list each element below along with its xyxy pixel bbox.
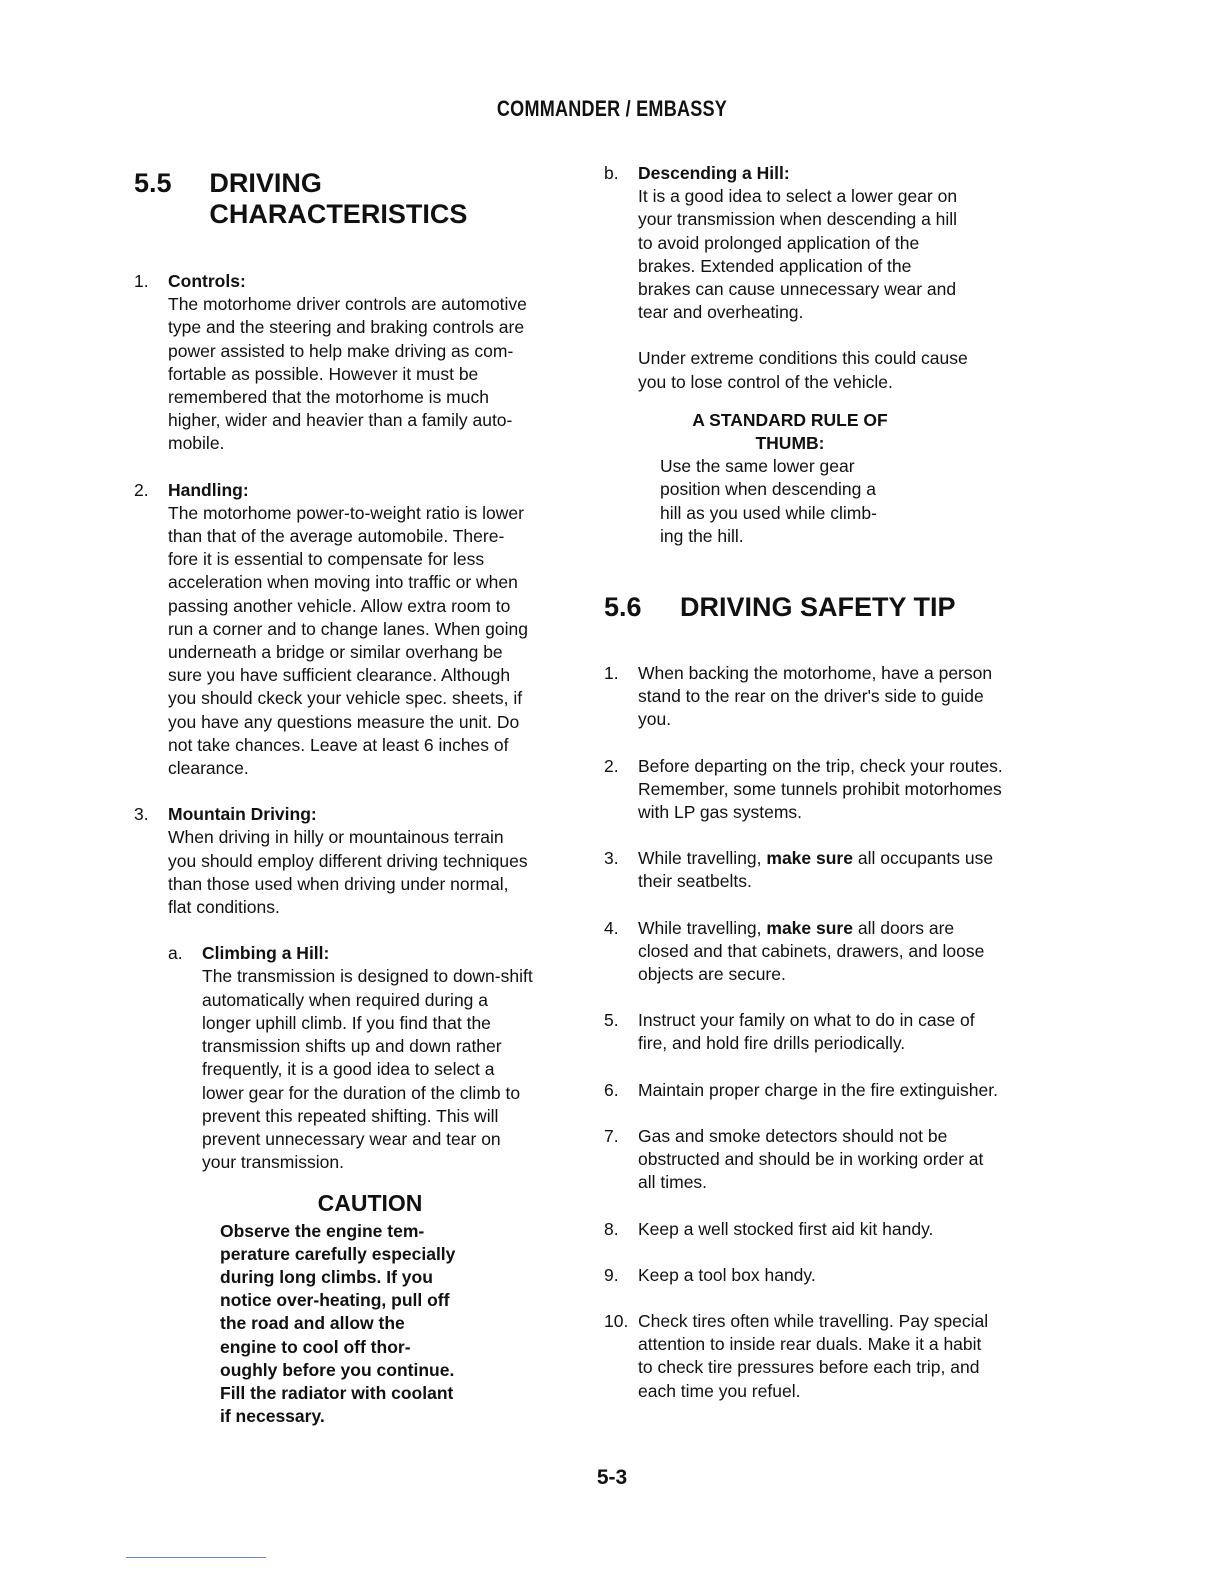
text-line: automatically when required during a <box>202 989 488 1010</box>
text-line: run a corner and to change lanes. When going <box>168 618 528 639</box>
text-line: attention to inside rear duals. Make it a habit <box>638 1334 982 1355</box>
text-line: brakes can cause unnecessary wear and <box>638 279 957 300</box>
text-line: passing another vehicle. Allow extra room to <box>168 595 511 616</box>
item-number: 7. <box>604 1125 619 1146</box>
page-number: 5-3 <box>596 1466 628 1489</box>
text-line: acceleration when moving into traffic or when <box>168 572 518 593</box>
text-line: notice over-heating, pull off <box>220 1290 450 1311</box>
item-number: 6. <box>604 1079 619 1100</box>
list-item <box>604 662 1054 732</box>
list-item <box>604 1310 1054 1403</box>
text-line: lower gear for the duration of the climb to <box>202 1082 521 1103</box>
text-line: you have any questions measure the unit. Do <box>168 711 520 732</box>
text-line: you should ckeck your vehicle spec. sheets, if <box>168 688 523 709</box>
text-line: Fill the radiator with coolant <box>220 1382 454 1403</box>
text-line: hill as you used while climb- <box>660 502 877 523</box>
text-line: during long climbs. If you <box>220 1266 433 1287</box>
list-item <box>604 1009 1054 1055</box>
text-line: When driving in hilly or mountainous terrain <box>168 827 504 848</box>
subitem-descending-a-hill <box>604 162 1054 548</box>
text-line: than that of the average automobile. There- <box>168 526 505 547</box>
caution-box <box>220 1192 520 1428</box>
item-number: 2. <box>604 755 619 776</box>
text-line: Gas and smoke detectors should not be <box>638 1125 948 1146</box>
text-line: flat conditions. <box>168 897 280 918</box>
text-line: frequently, it is a good idea to select a <box>202 1059 495 1080</box>
text-line: longer uphill climb. If you find that the <box>202 1012 491 1033</box>
item-title: Controls: <box>168 271 246 291</box>
text-line: transmission shifts up and down rather <box>202 1036 502 1057</box>
section-number: 5.5 <box>134 168 172 198</box>
text-line: Instruct your family on what to do in case of <box>638 1010 975 1031</box>
item-number: 8. <box>604 1218 619 1239</box>
text-line <box>638 847 1054 870</box>
text-line: brakes. Extended application of the <box>638 255 912 276</box>
text-line: underneath a bridge or similar overhang be <box>168 642 503 663</box>
text-line: Under extreme conditions this could cause <box>638 348 968 369</box>
text-line: prevent unnecessary wear and tear on <box>202 1128 501 1149</box>
safety-tips-list <box>604 662 1054 1403</box>
text-line: you should employ different driving techniques <box>168 850 528 871</box>
item-number: 9. <box>604 1264 619 1285</box>
text-line: you to lose control of the vehicle. <box>638 371 893 392</box>
text-line: The motorhome power-to-weight ratio is lower <box>168 502 524 523</box>
text-line: oughly before you continue. <box>220 1359 455 1380</box>
text-line: than those used when driving under normal, <box>168 873 509 894</box>
item-handling <box>134 479 584 781</box>
text-line: Keep a tool box handy. <box>638 1264 816 1285</box>
text-line: type and the steering and braking controls are <box>168 317 525 338</box>
scan-edge-line <box>126 1557 266 1558</box>
list-item <box>604 917 1054 987</box>
subitem-title: Climbing a Hill: <box>202 943 330 964</box>
text-line: engine to cool off thor- <box>220 1336 411 1357</box>
text-line: Remember, some tunnels prohibit motorhomes <box>638 778 1002 799</box>
text-line: closed and that cabinets, drawers, and loose <box>638 940 985 961</box>
text-line: The transmission is designed to down-shift <box>202 966 533 987</box>
text-line: perature carefully especially <box>220 1243 456 1264</box>
text-line: obstructed and should be in working order at <box>638 1149 984 1170</box>
list-item <box>604 1079 1054 1102</box>
text-line: power assisted to help make driving as com- <box>168 340 514 361</box>
text-line: all times. <box>638 1172 708 1193</box>
item-number: 4. <box>604 917 619 938</box>
text-line: Keep a well stocked first aid kit handy. <box>638 1218 934 1239</box>
text-line: fortable as possible. However it must be <box>168 363 479 384</box>
text-line: objects are secure. <box>638 964 786 985</box>
page-header: COMMANDER / EMBASSY <box>496 96 728 121</box>
text-line: your transmission when descending a hill <box>638 209 958 230</box>
item-title: Mountain Driving: <box>168 804 317 825</box>
item-number: 10. <box>604 1310 629 1331</box>
section-5-5-heading <box>134 168 584 230</box>
list-item <box>604 1264 1054 1287</box>
text-line: their seatbelts. <box>638 871 752 892</box>
caution-body <box>220 1220 520 1429</box>
subitem-title: Descending a Hill: <box>638 163 790 183</box>
section-number: 5.6 <box>604 592 642 623</box>
text-line: ing the hill. <box>660 525 744 546</box>
list-item <box>604 1218 1054 1241</box>
text-line: each time you refuel. <box>638 1380 801 1401</box>
text-line: The motorhome driver controls are automotive <box>168 294 527 315</box>
text-line: with LP gas systems. <box>638 802 803 823</box>
emphasis-text: make sure <box>766 917 853 938</box>
subitem-letter: b. <box>604 163 619 183</box>
text-line: position when descending a <box>660 479 876 500</box>
subitem-climbing-a-hill <box>168 942 584 1428</box>
emphasis-text: make sure <box>766 848 853 869</box>
right-column <box>604 162 1054 1403</box>
text-line: Check tires often while travelling. Pay special <box>638 1310 989 1331</box>
rule-title: A STANDARD RULE OF <box>692 409 888 430</box>
item-mountain-driving <box>134 803 584 1428</box>
text-line: clearance. <box>168 758 249 779</box>
item-number: 1. <box>604 663 619 684</box>
text-line: if necessary. <box>220 1406 325 1427</box>
rule-title: THUMB: <box>755 433 825 454</box>
rule-of-thumb <box>660 409 920 548</box>
text-line: prevent this repeated shifting. This will <box>202 1105 499 1126</box>
text-line: the road and allow the <box>220 1313 405 1334</box>
text-line: It is a good idea to select a lower gear on <box>638 186 958 207</box>
item-number: 3. <box>604 848 619 869</box>
section-title: DRIVING SAFETY TIP <box>680 592 956 623</box>
text-line: remembered that the motorhome is much <box>168 387 489 408</box>
item-number: 3. <box>134 804 149 825</box>
text-run: all occupants use <box>852 848 994 869</box>
text-line: fore it is essential to compensate for less <box>168 549 485 570</box>
text-run: While travelling, <box>638 848 767 869</box>
text-line: sure you have sufficient clearance. Although <box>168 665 511 686</box>
text-line: Maintain proper charge in the fire extinguisher. <box>638 1079 998 1100</box>
text-line: stand to the rear on the driver's side to guide <box>638 686 984 707</box>
text-line: tear and overheating. <box>638 302 804 323</box>
item-number: 5. <box>604 1010 619 1031</box>
list-item <box>604 755 1054 825</box>
item-controls <box>134 270 584 456</box>
list-item <box>604 847 1054 893</box>
text-line: Use the same lower gear <box>660 456 855 477</box>
text-line: Before departing on the trip, check your routes. <box>638 755 1003 776</box>
text-line: Observe the engine tem- <box>220 1220 425 1241</box>
section-5-6-heading <box>604 592 1054 623</box>
left-column <box>134 168 584 1428</box>
text-line: you. <box>638 709 672 730</box>
caution-title: CAUTION <box>317 1190 423 1217</box>
subitem-letter: a. <box>168 943 183 964</box>
text-line: mobile. <box>168 433 225 454</box>
text-line: higher, wider and heavier than a family auto- <box>168 410 513 431</box>
item-title: Handling: <box>168 479 249 500</box>
text-line: to avoid prolonged application of the <box>638 232 920 253</box>
text-line: to check tire pressures before each trip, and <box>638 1357 980 1378</box>
list-item <box>604 1125 1054 1195</box>
text-line: When backing the motorhome, have a person <box>638 663 993 684</box>
text-line: not take chances. Leave at least 6 inches of <box>168 734 509 755</box>
text-run: While travelling, <box>638 917 767 938</box>
item-number: 2. <box>134 479 149 500</box>
text-run: all doors are <box>852 917 955 938</box>
text-line: your transmission. <box>202 1152 344 1173</box>
text-line: fire, and hold fire drills periodically. <box>638 1033 906 1054</box>
section-title: DRIVING CHARACTERISTICS <box>209 168 468 229</box>
text-line <box>638 917 1054 940</box>
item-number: 1. <box>134 271 149 291</box>
